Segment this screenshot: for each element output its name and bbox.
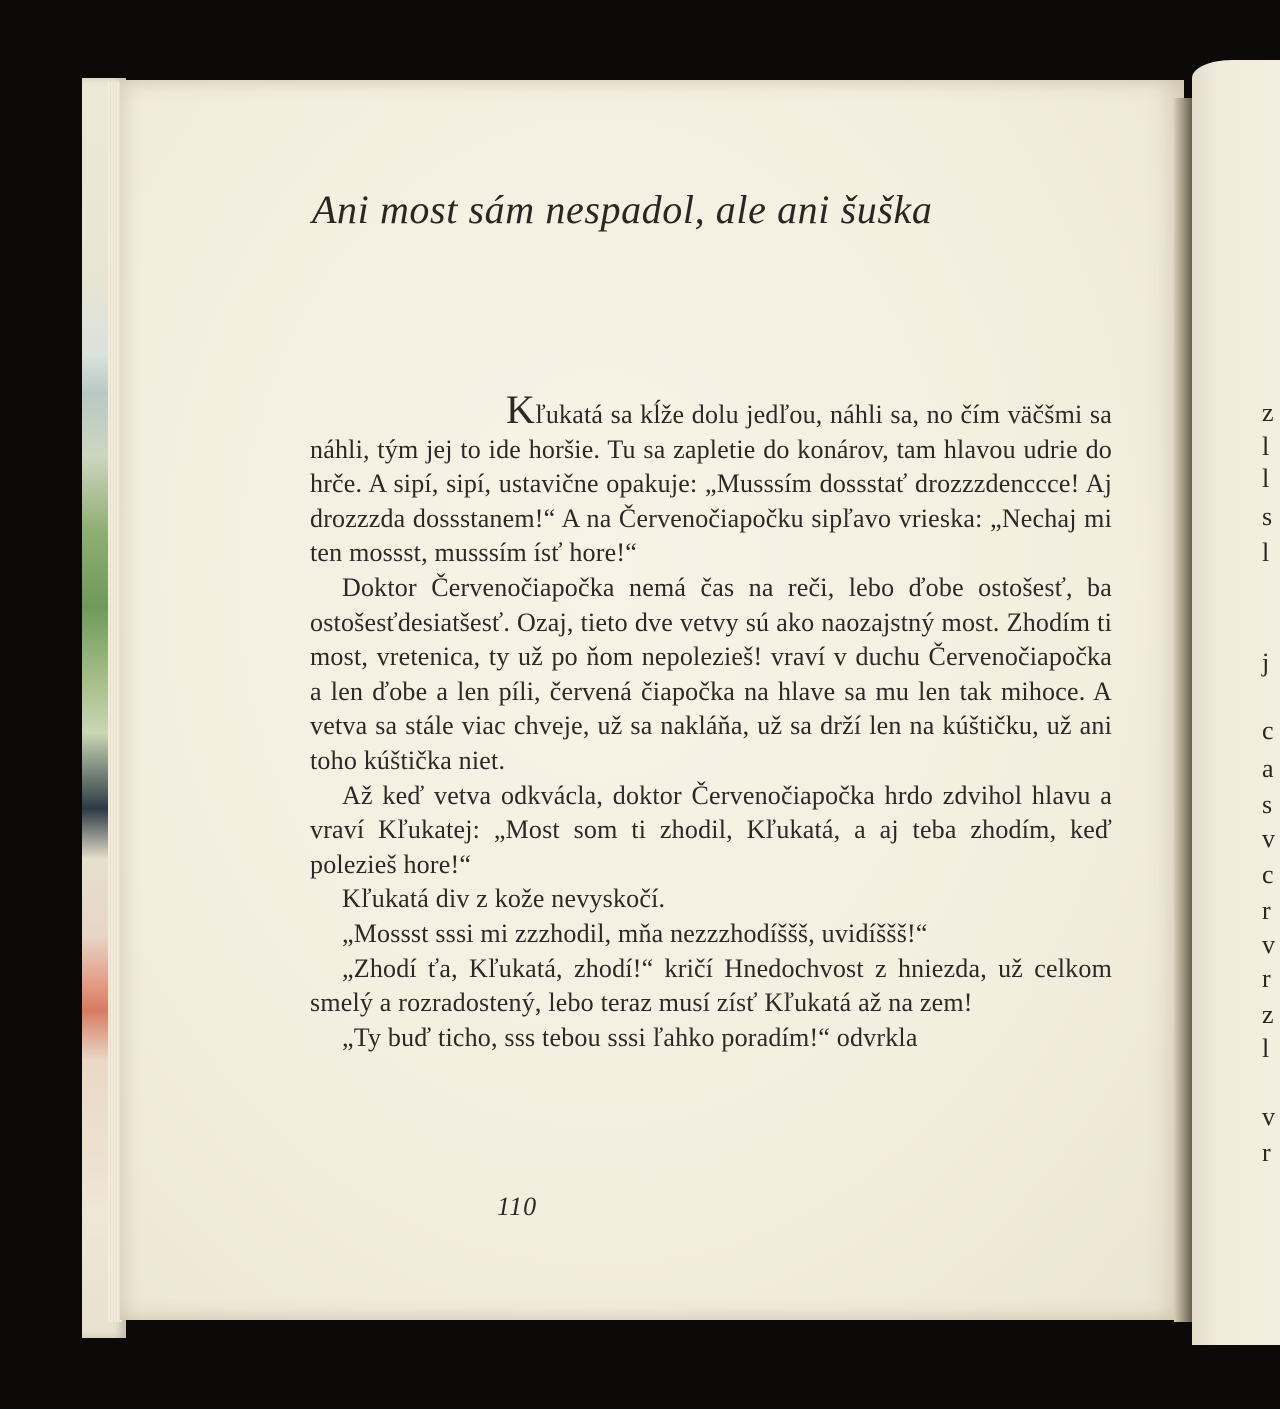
body-text <box>310 387 1112 1055</box>
facing-page-char: s <box>1262 502 1273 531</box>
facing-page-char: c <box>1262 860 1274 889</box>
facing-page-char: l <box>1262 538 1270 567</box>
paragraph-3: Až keď vetva odkvácla, doktor Červenočiapočka hrdo zdvihol hlavu a vraví Kľukatej: „Most som ti zhodil, Kľukatá, a aj teba zhodím, keď polezieš hore!“ <box>310 780 1112 879</box>
paragraph-7: „Ty buď ticho, sss tebou sssi ľahko poradím!“ odvrkla <box>342 1022 918 1052</box>
facing-page-char: v <box>1262 930 1275 959</box>
facing-page-char: v <box>1262 824 1275 853</box>
facing-page-char: a <box>1262 754 1274 783</box>
facing-page-char: r <box>1262 1138 1271 1167</box>
paragraph-1-text: ľukatá sa kĺže dolu jedľou, náhli sa, no čím väčšmi sa náhli, tým jej to ide horšie. Tu sa zapletie do konárov, tam hlavou udrie do hrče. A sipí, sipí, ustavične opakuje: „Musssím dossstať drozzzdenccce! Aj drozzzda dossstanem!“ A na Červenočiapočku sipľavo vrieska: „Nechaj mi ten mossst, musssím ísť hore!“ <box>310 400 1112 568</box>
page-number: 110 <box>497 1192 538 1221</box>
facing-page-char: z <box>1262 398 1274 427</box>
facing-page-char: r <box>1262 896 1271 925</box>
facing-page-char: c <box>1262 716 1274 745</box>
facing-page-char: r <box>1262 964 1271 993</box>
facing-page-char: s <box>1262 790 1273 819</box>
facing-page-char: j <box>1262 648 1270 677</box>
facing-page-char: z <box>1262 1000 1274 1029</box>
drop-cap: K <box>506 387 536 432</box>
paragraph-4: Kľukatá div z kože nevyskočí. <box>342 884 666 914</box>
facing-page-char: l <box>1262 432 1270 461</box>
paragraph-2: Doktor Červenočiapočka nemá čas na reči, lebo ďobe ostošesť, ba ostošesťdesiatšesť. Ozaj, tieto dve vetvy sú ako naozajstný most. Zhodím ti most, vretenica, ty už po ňom nepolezieš! vraví v duchu Červenočiapočka a len ďobe a len píli, červená čiapočka na hlave sa mu len tak mihoce. A vetva sa stále viac chveje, už sa nakláňa, už sa drží len na kúštičku, už ani toho kúštička niet. <box>310 572 1112 775</box>
paragraph-6: „Zhodí ťa, Kľukatá, zhodí!“ kričí Hnedochvost z hniezda, už celkom smelý a rozradostený, lebo teraz musí zísť Kľukatá až na zem! <box>310 953 1112 1018</box>
book-gutter <box>1174 98 1194 1322</box>
facing-page-char: l <box>1262 1034 1270 1063</box>
paragraph-1 <box>310 387 1112 571</box>
facing-page-char: v <box>1262 1102 1275 1131</box>
facing-page-char: l <box>1262 464 1270 493</box>
paragraph-5: „Mossst sssi mi zzzhodil, mňa nezzzhodíššš, uvidíššš!“ <box>342 918 928 948</box>
chapter-title: Ani most sám nespadol, ale ani šuška <box>312 187 933 232</box>
